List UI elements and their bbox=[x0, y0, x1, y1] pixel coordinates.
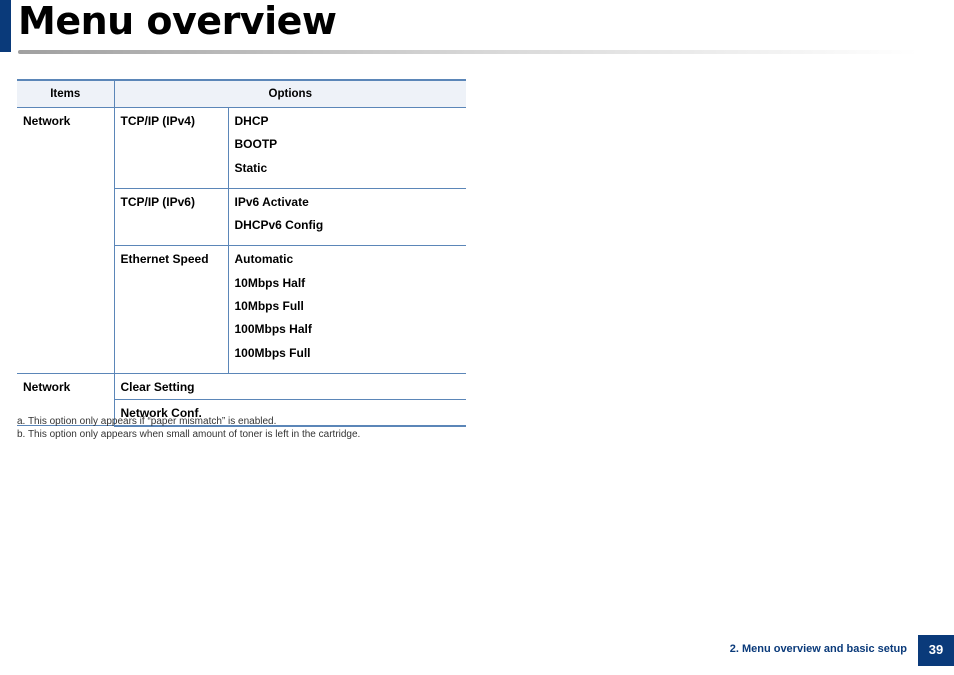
option-static: Static bbox=[234, 160, 268, 175]
footnote-b: b. This option only appears when small amount of toner is left in the cartridge. bbox=[17, 429, 361, 440]
option-ipv6-activate: IPv6 Activate bbox=[234, 194, 309, 209]
option-dhcp: DHCP bbox=[234, 114, 269, 128]
footnote-a: a. This option only appears if “paper mismatch” is enabled. bbox=[17, 416, 277, 427]
page-title: Menu overview bbox=[18, 0, 337, 43]
options-cell bbox=[228, 188, 466, 246]
option-10mbps-full: 10Mbps Full bbox=[234, 299, 304, 314]
sub-network-conf: Network Conf. bbox=[114, 399, 466, 426]
title-rule bbox=[18, 50, 918, 54]
item-network-2: Network bbox=[17, 373, 114, 426]
option-10mbps-half: 10Mbps Half bbox=[234, 275, 306, 290]
header-items: Items bbox=[17, 80, 114, 108]
table-header-row bbox=[17, 80, 466, 108]
sub-clear-setting: Clear Setting bbox=[114, 373, 466, 399]
option-100mbps-half: 100Mbps Half bbox=[234, 322, 312, 337]
option-bootp: BOOTP bbox=[234, 137, 278, 152]
options-cell bbox=[228, 108, 466, 189]
footer-section-link[interactable]: 2. Menu overview and basic setup bbox=[729, 643, 907, 655]
table-row bbox=[17, 373, 466, 399]
table-row bbox=[17, 108, 466, 189]
sub-tcpip-ipv4: TCP/IP (IPv4) bbox=[114, 108, 228, 189]
menu-table bbox=[17, 79, 466, 427]
sub-ethernet-speed: Ethernet Speed bbox=[114, 246, 228, 373]
option-dhcpv6-config: DHCPv6 Config bbox=[234, 218, 324, 233]
header-options: Options bbox=[114, 80, 466, 108]
option-automatic: Automatic bbox=[234, 252, 294, 267]
page-number: 39 bbox=[918, 635, 954, 666]
title-accent-bar bbox=[0, 0, 11, 52]
options-cell bbox=[228, 246, 466, 373]
item-network: Network bbox=[17, 108, 114, 374]
sub-tcpip-ipv6: TCP/IP (IPv6) bbox=[114, 188, 228, 246]
footnotes bbox=[17, 415, 360, 441]
option-100mbps-full: 100Mbps Full bbox=[234, 345, 311, 360]
